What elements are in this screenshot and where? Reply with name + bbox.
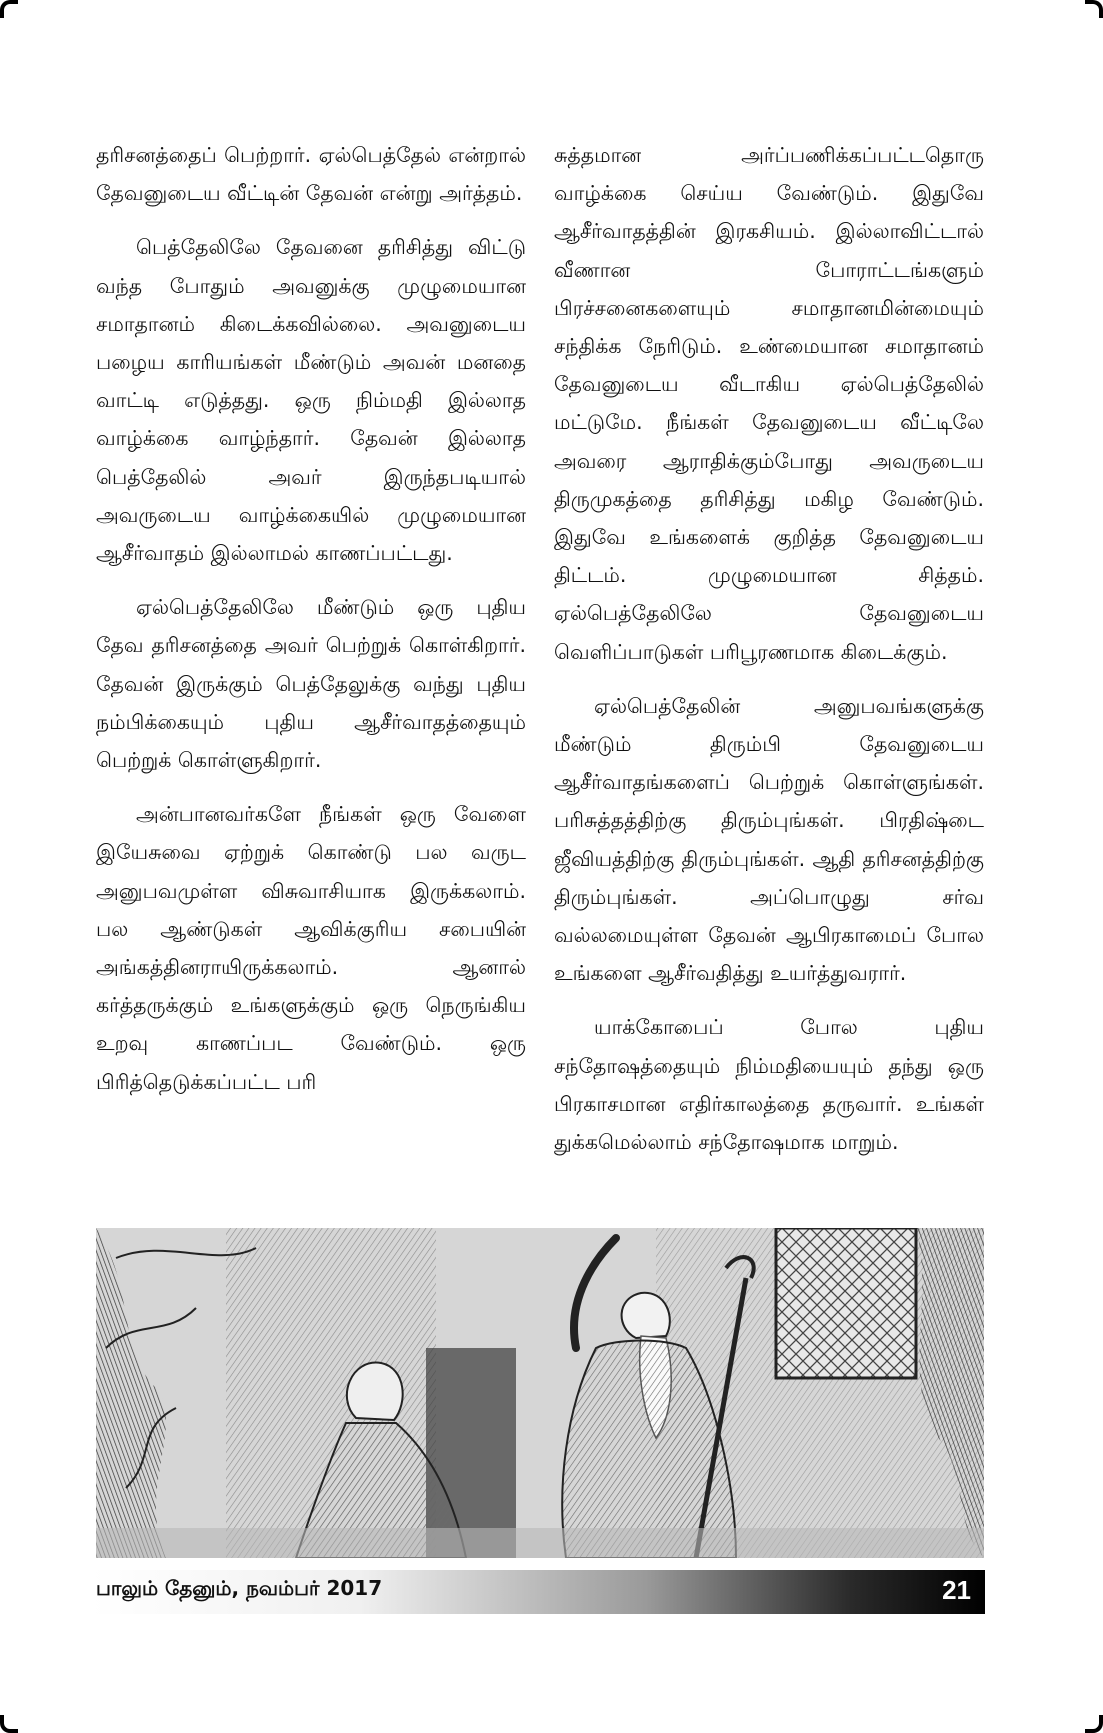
engraving-illustration: [96, 1228, 984, 1558]
page-number: 21: [942, 1575, 971, 1605]
paragraph: அன்பானவர்களே நீங்கள் ஒரு வேளை இயேசுவை ஏற்றுக் கொண்டு பல வருட அனுபவமுள்ள விசுவாசியாக இருக்கலாம். பல ஆண்டுகள் ஆவிக்குரிய சபையின் அங்கத்தினராயிருக்கலாம். ஆனால் கர்த்தருக்கும் உங்களுக்கும் ஒரு நெருங்கிய உறவு காணப்பட வேண்டும். ஒரு பிரித்தெடுக்கப்பட்ட பரி: [96, 802, 526, 1094]
illustration-drawing: [96, 1228, 984, 1558]
paragraph: தரிசனத்தைப் பெற்றார். ஏல்பெத்தேல் என்றால் தேவனுடைய வீட்டின் தேவன் என்று அர்த்தம்.: [96, 143, 526, 206]
page-corner-bottom-left: [0, 1715, 18, 1733]
left-column: [96, 136, 526, 1177]
publication-title: பாலும் தேனும், நவம்பர் 2017: [96, 1576, 383, 1600]
paragraph: ஏல்பெத்தேலின் அனுபவங்களுக்கு மீண்டும் திரும்பி தேவனுடைய ஆசீர்வாதங்களைப் பெற்றுக் கொள்ளுங்கள். பரிசுத்தத்திற்கு திரும்புங்கள். பிரதிஷ்டை ஜீவியத்திற்கு திரும்புங்கள். ஆதி தரிசனத்திற்கு திரும்புங்கள். அப்பொழுது சர்வ வல்லமையுள்ள தேவன் ஆபிரகாமைப் போல உங்களை ஆசீர்வதித்து உயர்த்துவரார்.: [554, 693, 984, 986]
page-corner-top-right: [1085, 0, 1103, 18]
paragraph: ஏல்பெத்தேலிலே மீண்டும் ஒரு புதிய தேவ தரிசனத்தை அவர் பெற்றுக் கொள்கிறார். தேவன் இருக்கும் பெத்தேலுக்கு வந்து புதிய நம்பிக்கையும் புதிய ஆசீர்வாதத்தையும் பெற்றுக் கொள்ளுகிறார்.: [96, 595, 526, 773]
article-body: [96, 136, 984, 1177]
page-corner-bottom-right: [1085, 1715, 1103, 1733]
paragraph: சுத்தமான அர்ப்பணிக்கப்பட்டதொரு வாழ்க்கை செய்ய வேண்டும். இதுவே ஆசீர்வாதத்தின் இரகசியம். இல்லாவிட்டால் வீணான போராட்டங்களும் பிரச்சனைகளையும் சமாதானமின்மையும் சந்திக்க நேரிடும். உண்மையான சமாதானம் தேவனுடைய வீடாகிய ஏல்பெத்தேலில் மட்டுமே. நீங்கள் தேவனுடைய வீட்டிலே அவரை ஆராதிக்கும்போது அவருடைய திருமுகத்தை தரிசித்து மகிழ வேண்டும். இதுவே உங்களைக் குறித்த தேவனுடைய திட்டம். முழுமையான சித்தம். ஏல்பெத்தேலிலே தேவனுடைய வெளிப்பாடுகள் பரிபூரணமாக கிடைக்கும்.: [554, 143, 984, 664]
page-corner-top-left: [0, 0, 18, 18]
paragraph: யாக்கோபைப் போல புதிய சந்தோஷத்தையும் நிம்மதியையும் தந்து ஒரு பிரகாசமான எதிர்காலத்தை தருவார். உங்கள் துக்கமெல்லாம் சந்தோஷமாக மாறும்.: [554, 1015, 984, 1155]
paragraph: பெத்தேலிலே தேவனை தரிசித்து விட்டு வந்த போதும் அவனுக்கு முழுமையான சமாதானம் கிடைக்கவில்லை. அவனுடைய பழைய காரியங்கள் மீண்டும் அவன் மனதை வாட்டி எடுத்தது. ஒரு நிம்மதி இல்லாத வாழ்க்கை வாழ்ந்தார். தேவன் இல்லாத பெத்தேலில் அவர் இருந்தபடியால் அவருடைய வாழ்க்கையில் முழுமையான ஆசீர்வாதம் இல்லாமல் காணப்பட்டது.: [96, 235, 526, 566]
page-footer: [92, 1570, 985, 1614]
right-column: [554, 136, 984, 1177]
